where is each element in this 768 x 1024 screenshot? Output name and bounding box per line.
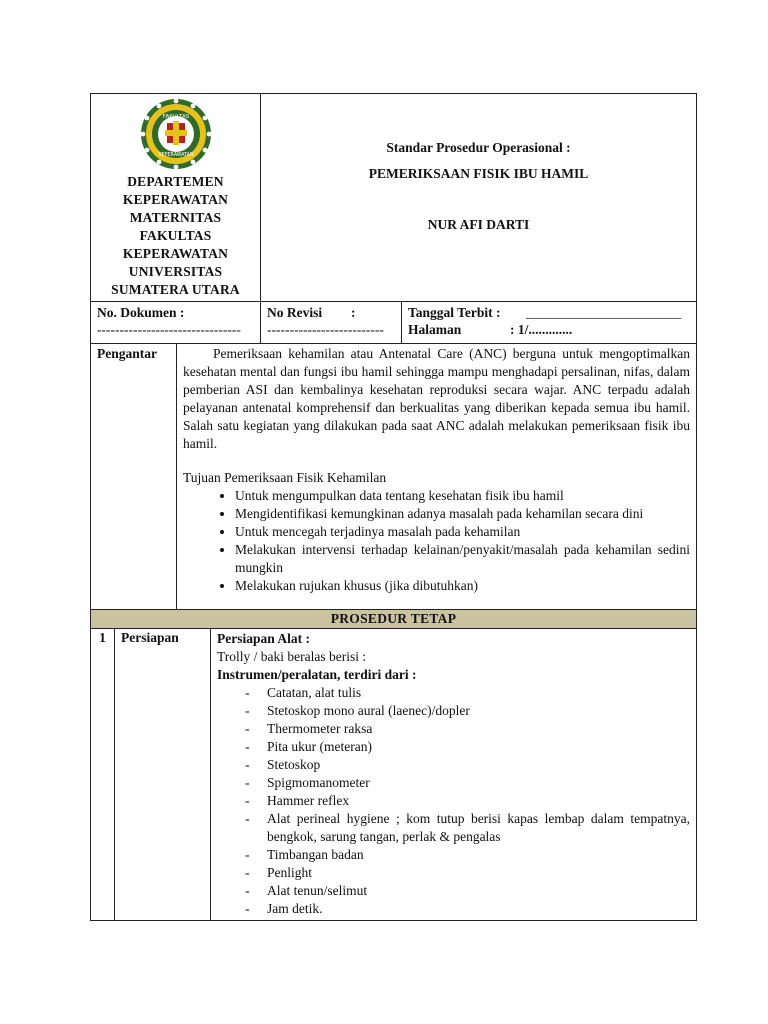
intro-table [90, 343, 697, 610]
list-item: - Timbangan badan [245, 847, 364, 862]
instruments-list [217, 684, 690, 918]
department-line: MATERNITAS [129, 210, 222, 225]
doc-number-cell [91, 302, 261, 344]
instruments-title: Instrumen/peralatan, terdiri dari : [217, 667, 417, 682]
procedure-table [90, 609, 697, 921]
logo-text-top: FAKULTAS [162, 114, 189, 120]
department-name [95, 173, 256, 299]
list-item: • Melakukan intervensi terhadap kelainan/penyakit/masalah pada kehamilan sedini mungkin [235, 541, 690, 577]
revision-cell [261, 302, 402, 344]
objectives-list [183, 487, 690, 595]
revision-value: -------------------------- [267, 322, 384, 337]
page-label: Halaman [408, 322, 462, 337]
list-item: - Alat perineal hygiene ; kom tutup berisi kapas lembap dalam tempatnya, bengkok, sarung tangan, perlak & pengalas [245, 811, 690, 844]
step-name: Persiapan [115, 629, 211, 921]
intro-paragraph: Pemeriksaan kehamilan atau Antenatal Care (ANC) berguna untuk mengoptimalkan kesehatan mental dan fungsi ibu hamil sehingga mampu menghadapi persalinan, nifas, dalam pemberian ASI dan kembalinya kesehatan reproduksi secara wajar. ANC terpadu adalah pelayanan antenatal komprehensif dan berkualitas yang diberikan kepada semua ibu hamil. Salah satu kegiatan yang dilakukan pada saat ANC adalah melakukan pemeriksaan fisik ibu hamil. [183, 346, 690, 451]
objectives-title: Tujuan Pemeriksaan Fisik Kehamilan [183, 470, 387, 485]
list-item: • Melakukan rujukan khusus (jika dibutuhkan) [235, 577, 690, 595]
list-item: - Penlight [245, 865, 313, 880]
faculty-logo-icon [137, 97, 215, 171]
intro-body [177, 344, 697, 610]
revision-colon: : [351, 305, 356, 320]
page-value: : 1/............. [510, 322, 573, 337]
issue-date-label: Tanggal Terbit : [408, 305, 501, 320]
issue-date-cell [402, 302, 697, 344]
list-item: - Jam detik. [245, 901, 323, 916]
department-cell [91, 94, 261, 302]
author-name: NUR AFI DARTI [427, 217, 530, 232]
department-line: DEPARTEMEN [127, 174, 224, 189]
list-item: - Stetoskop mono aural (laenec)/dopler [245, 703, 470, 718]
list-item: - Pita ukur (meteran) [245, 739, 372, 754]
tools-cell [211, 629, 697, 921]
list-item: - Thermometer raksa [245, 721, 373, 736]
department-line: FAKULTAS [139, 228, 212, 243]
header-table [90, 93, 697, 302]
list-item: - Catatan, alat tulis [245, 685, 362, 700]
list-item: • Mengidentifikasi kemungkinan adanya masalah pada kehamilan secara dini [235, 505, 690, 523]
tray-text: Trolly / baki beralas berisi : [217, 649, 367, 664]
department-line: KEPERAWATAN [122, 246, 229, 261]
tools-title: Persiapan Alat : [217, 631, 310, 646]
meta-table [90, 301, 697, 344]
department-line: SUMATERA UTARA [111, 282, 240, 297]
doc-number-label: No. Dokumen : [97, 305, 185, 320]
issue-date-value: _______________________ [526, 305, 682, 320]
list-item: • Untuk mencegah terjadinya masalah pada kehamilan [235, 523, 690, 541]
procedure-banner: PROSEDUR TETAP [91, 610, 697, 629]
department-line: UNIVERSITAS [128, 264, 223, 279]
sop-title: Standar Prosedur Operasional : [386, 140, 571, 155]
intro-label: Pengantar [91, 344, 177, 610]
doc-number-value: -------------------------------- [97, 322, 241, 337]
list-item: - Alat tenun/selimut [245, 883, 368, 898]
list-item: - Stetoskop [245, 757, 321, 772]
logo-text-bottom: KEPERAWATAN [157, 153, 194, 158]
title-cell [261, 94, 697, 302]
list-item: - Hammer reflex [245, 793, 350, 808]
step-number: 1 [91, 629, 115, 921]
department-line: KEPERAWATAN [122, 192, 229, 207]
list-item: - Spigmomanometer [245, 775, 370, 790]
list-item: • Untuk mengumpulkan data tentang kesehatan fisik ibu hamil [235, 487, 690, 505]
procedure-title: PEMERIKSAAN FISIK IBU HAMIL [368, 166, 589, 181]
sop-document [90, 93, 697, 921]
revision-label: No Revisi [267, 305, 323, 320]
